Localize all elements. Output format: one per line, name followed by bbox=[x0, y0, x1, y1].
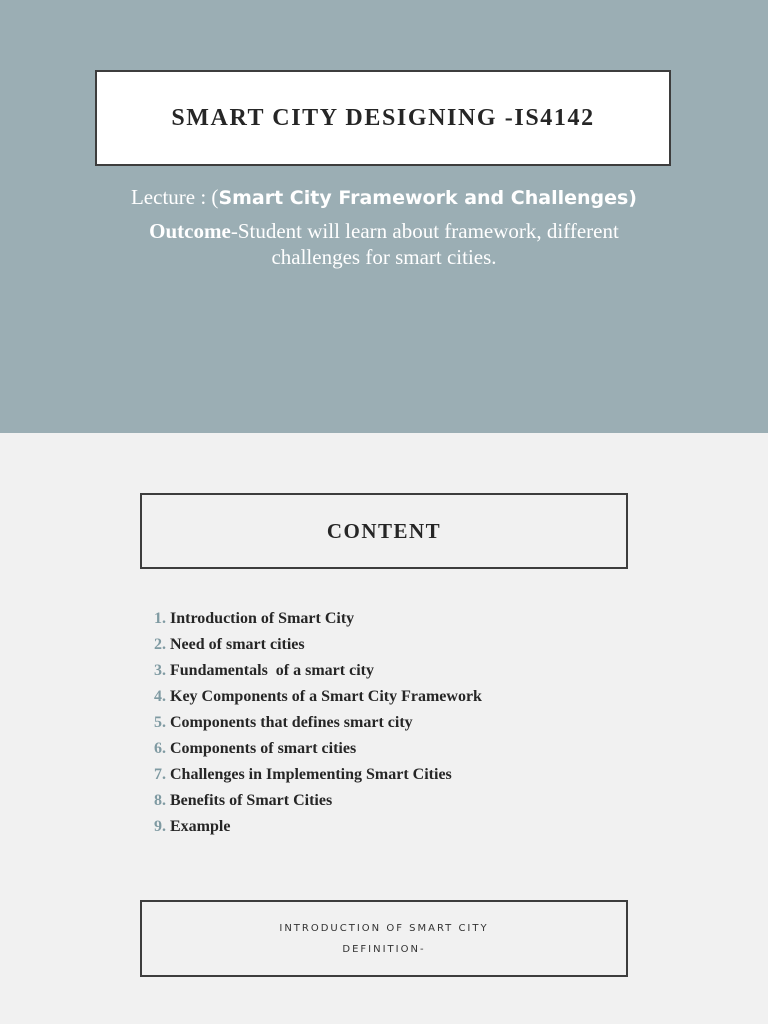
content-heading: CONTENT bbox=[326, 518, 442, 543]
lecture-topic: Smart City Framework and Challenges) bbox=[218, 187, 637, 209]
list-item-label: Example bbox=[170, 818, 231, 835]
list-item-number: 4. bbox=[154, 688, 166, 705]
table-of-contents bbox=[140, 606, 482, 840]
list-item bbox=[140, 814, 482, 840]
outcome-text bbox=[114, 218, 654, 270]
list-item-number: 8. bbox=[154, 792, 166, 809]
intro-section-box bbox=[140, 900, 628, 977]
title-box bbox=[95, 70, 671, 166]
list-item-label: Key Components of a Smart City Framework bbox=[170, 688, 482, 705]
list-item-label: Introduction of Smart City bbox=[170, 610, 355, 627]
list-item bbox=[140, 632, 482, 658]
list-item-label: Benefits of Smart Cities bbox=[170, 792, 333, 809]
outcome-label: Outcome bbox=[149, 219, 231, 243]
list-item-number: 3. bbox=[154, 662, 166, 679]
title-slide bbox=[0, 0, 768, 433]
list-item-number: 2. bbox=[154, 636, 166, 653]
intro-subheading: DEFINITION- bbox=[342, 944, 426, 955]
list-item bbox=[140, 710, 482, 736]
list-item-label: Components that defines smart city bbox=[170, 714, 413, 731]
list-item-number: 7. bbox=[154, 766, 166, 783]
outcome-description: -Student will learn about framework, different challenges for smart cities. bbox=[230, 219, 619, 269]
list-item bbox=[140, 788, 482, 814]
list-item bbox=[140, 736, 482, 762]
lecture-line bbox=[0, 183, 768, 212]
list-item bbox=[140, 762, 482, 788]
list-item bbox=[140, 658, 482, 684]
course-title: SMART CITY DESIGNING -IS4142 bbox=[171, 104, 595, 131]
list-item-label: Challenges in Implementing Smart Cities bbox=[170, 766, 452, 783]
list-item-number: 9. bbox=[154, 818, 166, 835]
list-item-number: 1. bbox=[154, 610, 166, 627]
list-item-label: Components of smart cities bbox=[170, 740, 357, 757]
list-item-label: Need of smart cities bbox=[170, 636, 305, 653]
lecture-prefix: Lecture : ( bbox=[130, 185, 219, 209]
list-item-label: Fundamentals of a smart city bbox=[170, 662, 374, 679]
intro-heading: INTRODUCTION OF SMART CITY bbox=[279, 923, 489, 934]
list-item bbox=[140, 606, 482, 632]
list-item-number: 6. bbox=[154, 740, 166, 757]
content-heading-box bbox=[140, 493, 628, 569]
list-item bbox=[140, 684, 482, 710]
list-item-number: 5. bbox=[154, 714, 166, 731]
